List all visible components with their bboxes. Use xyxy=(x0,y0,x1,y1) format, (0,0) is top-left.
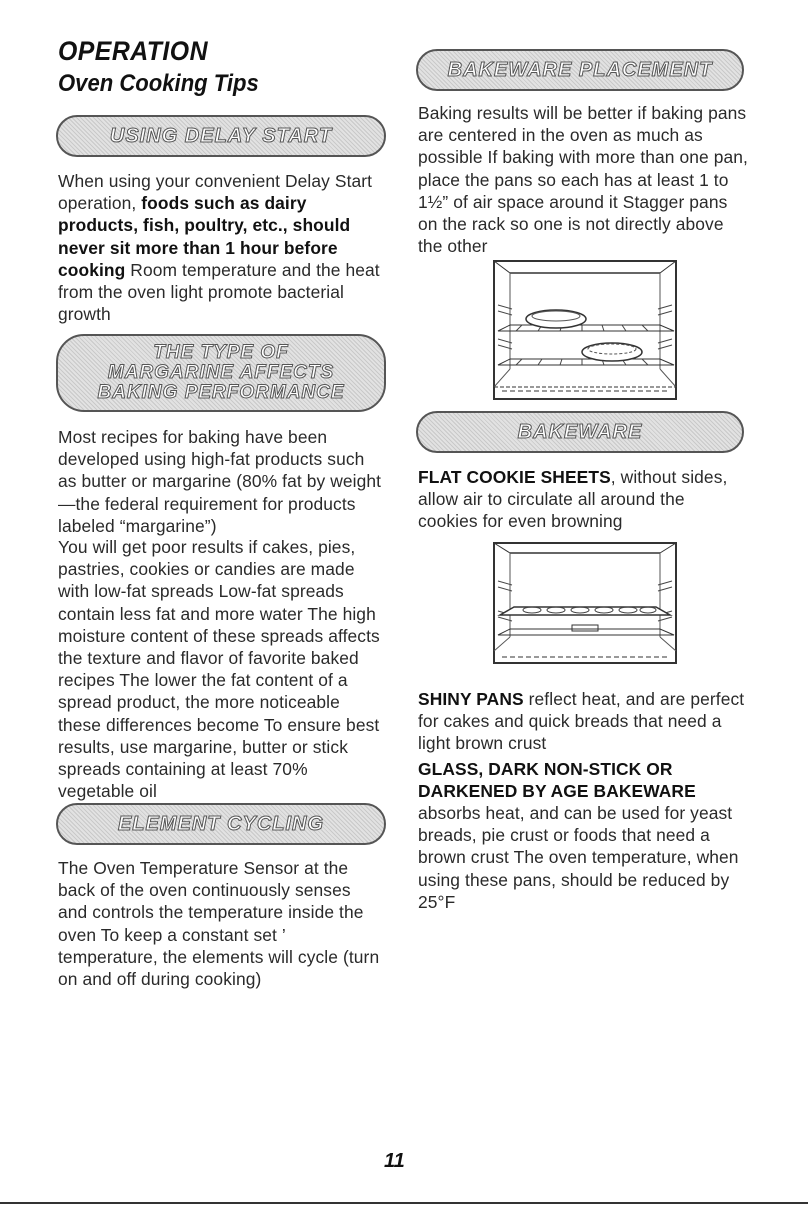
margarine-paragraph-2: You will get poor results if cakes, pies, pastries, cookies or candies are made with low-fat spreads Low-fat spreads contain less fat and more water The high moisture content of these spreads affects the texture and flavor of favorite baked recipes The lower the fat content of a spread product, the more noticeable these differences become To ensure best results, use margarine, butter or stick spreads containing at least 70% vegetable oil xyxy=(58,537,380,802)
page-number: 11 xyxy=(384,1150,405,1172)
section-title: OPERATION xyxy=(58,36,208,66)
oven-staggered-pans-illustration xyxy=(492,259,678,401)
margarine-paragraph-1: Most recipes for baking have been developed using high-fat products such as butter or margarine (80% fat by weight—the federal requirement for products labeled “margarine”) xyxy=(58,427,382,536)
oven-cookie-sheet-illustration xyxy=(492,541,678,665)
cycling-paragraph: The Oven Temperature Sensor at the back of the oven continuously senses and controls the temperature inside the oven To keep a constant set ’ temperature, the elements will cycle (turn on and off during cooking) xyxy=(58,858,380,990)
shiny-pans-heading: SHINY PANS xyxy=(418,689,524,709)
flat-cookie-sheets-paragraph: FLAT COOKIE SHEETS, without sides, allow air to circulate all around the cookies for even browning xyxy=(418,467,728,532)
banner-bakeware-placement: BAKEWARE PLACEMENT xyxy=(416,49,744,91)
placement-paragraph: Baking results will be better if baking pans are centered in the oven as much as possible If baking with more than one pan, place the pans so each has at least 1 to 1½” of air space around it Stagger pans on the rack so one is not directly above the other xyxy=(418,103,748,257)
banner-bakeware: BAKEWARE xyxy=(416,411,744,453)
glass-bakeware-heading: GLASS, DARK NON-STICK OR DARKENED BY AGE BAKEWARE xyxy=(418,759,696,802)
banner-margarine: THE TYPE OF MARGARINE AFFECTS BAKING PERFORMANCE xyxy=(56,334,386,412)
section-subtitle: Oven Cooking Tips xyxy=(58,70,259,97)
bottom-rule xyxy=(0,1202,808,1204)
banner-element-cycling: ELEMENT CYCLING xyxy=(56,803,386,845)
banner-using-delay-start: USING DELAY START xyxy=(56,115,386,157)
delay-start-paragraph: When using your convenient Delay Start operation, foods such as dairy products, fish, poultry, etc., should never sit more than 1 hour before cooking Room temperature and the heat from the oven light promote bacterial growth xyxy=(58,171,380,325)
glass-bakeware-paragraph: absorbs heat, and can be used for yeast breads, pie crust or foods that need a brown crust The oven temperature, when using these pans, should be reduced by 25°F xyxy=(418,803,739,912)
delay-warning-bold: foods such as dairy products, fish, poultry, etc., should never sit more than 1 hour before cooking xyxy=(58,193,351,280)
flat-cookie-sheets-heading: FLAT COOKIE SHEETS xyxy=(418,467,611,487)
shiny-pans-paragraph: SHINY PANS reflect heat, and are perfect for cakes and quick breads that need a light brown crust xyxy=(418,689,745,754)
